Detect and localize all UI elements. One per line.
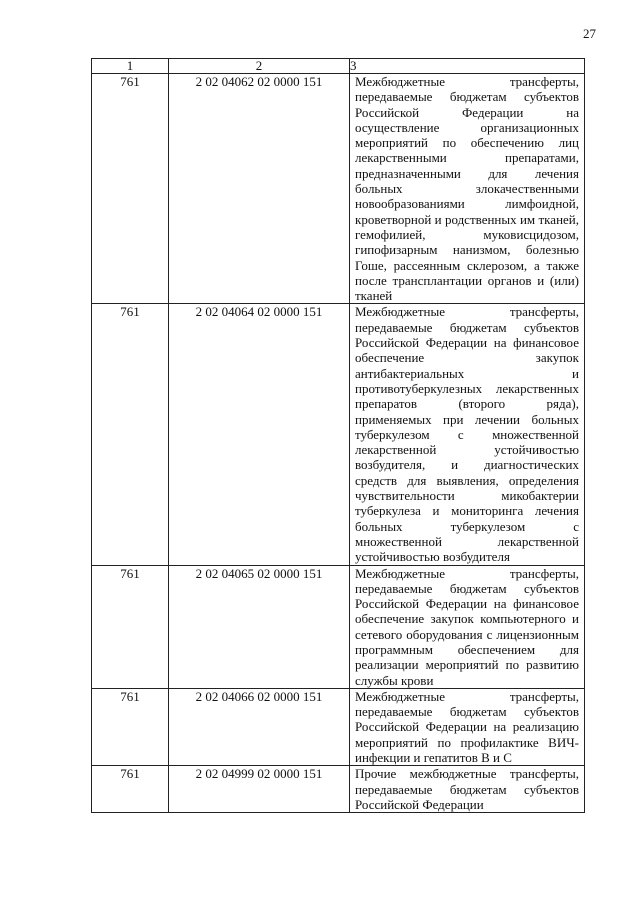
admin-code-cell: 761 (92, 766, 169, 813)
budget-classification-table (91, 58, 585, 813)
budget-code-cell: 2 02 04064 02 0000 151 (169, 304, 350, 565)
description-cell: Межбюджетные трансферты, передаваемые бюджетам субъектов Российской Федерации на финансовое обеспечение закупок компьютерного и сетевого оборудования с лицензионным программным обеспечением для реализации мероприятий по развитию службы крови (350, 565, 585, 688)
column-header-1: 1 (92, 59, 169, 74)
column-header-2: 2 (169, 59, 350, 74)
budget-code-cell: 2 02 04062 02 0000 151 (169, 74, 350, 304)
table-header-row (92, 59, 585, 74)
table-row (92, 565, 585, 688)
admin-code-cell: 761 (92, 74, 169, 304)
table-row (92, 766, 585, 813)
description-cell: Прочие межбюджетные трансферты, передаваемые бюджетам субъектов Российской Федерации (350, 766, 585, 813)
description-cell: Межбюджетные трансферты, передаваемые бюджетам субъектов Российской Федерации на осуществление организационных мероприятий по обеспечению лиц лекарственными препаратами, предназначенными для лечения больных злокачественными новообразованиями лимфоидной, кроветворной и родственных им тканей, гемофилией, муковисцидозом, гипофизарным нанизмом, болезнью Гоше, рассеянным склерозом, а также после трансплантации органов и (или) тканей (350, 74, 585, 304)
admin-code-cell: 761 (92, 565, 169, 688)
description-cell: Межбюджетные трансферты, передаваемые бюджетам субъектов Российской Федерации на финансовое обеспечение закупок антибактериальных и противотуберкулезных лекарственных препаратов (второго ряда), применяемых при лечении больных туберкулезом с множественной лекарственной устойчивостью возбудителя, и диагностических средств для выявления, определения чувствительности микобактерии туберкулеза и мониторинга лечения больных туберкулезом с множественной лекарственной устойчивостью возбудителя (350, 304, 585, 565)
budget-code-cell: 2 02 04065 02 0000 151 (169, 565, 350, 688)
admin-code-cell: 761 (92, 688, 169, 765)
page-number: 27 (583, 26, 596, 41)
budget-code-cell: 2 02 04999 02 0000 151 (169, 766, 350, 813)
table-row (92, 74, 585, 304)
admin-code-cell: 761 (92, 304, 169, 565)
column-header-3: 3 (350, 59, 585, 74)
description-cell: Межбюджетные трансферты, передаваемые бюджетам субъектов Российской Федерации на реализацию мероприятий по профилактике ВИЧ-инфекции и гепатитов В и С (350, 688, 585, 765)
table-row (92, 304, 585, 565)
budget-code-cell: 2 02 04066 02 0000 151 (169, 688, 350, 765)
table-row (92, 688, 585, 765)
